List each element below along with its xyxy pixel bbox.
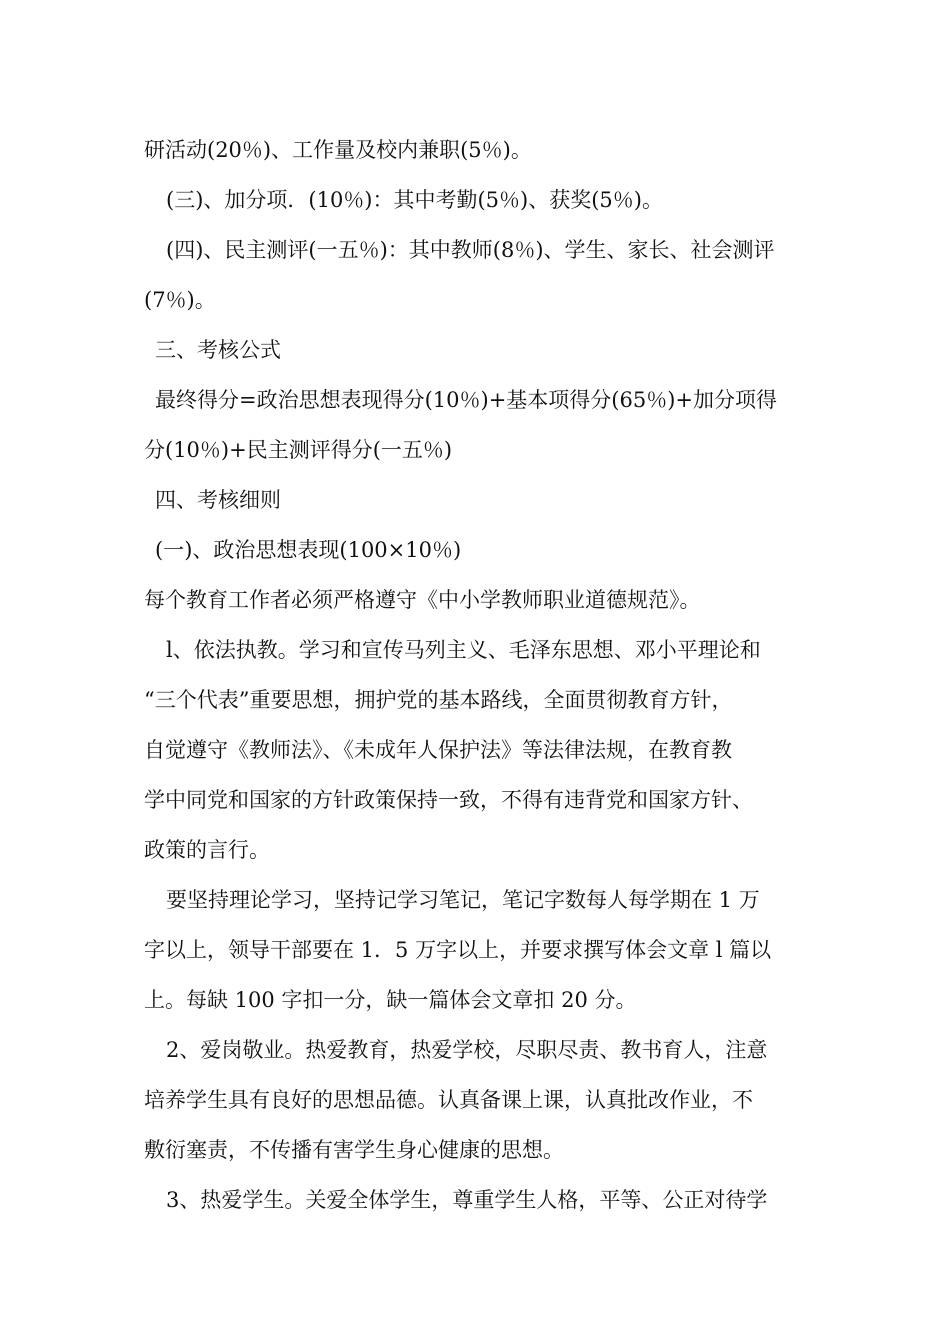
text-line: 最终得分=政治思想表现得分(10％)+基本项得分(65％)+加分项得 <box>155 388 777 412</box>
text-line: 字以上，领导干部要在 1．5 万字以上，并要求撰写体会文章 l 篇以 <box>144 938 772 962</box>
text-line: 培养学生具有良好的思想品德。认真备课上课，认真批改作业，不 <box>144 1088 753 1112</box>
text-line: (四)、民主测评(一五％)：其中教师(8％)、学生、家长、社会测评 <box>166 238 775 262</box>
text-line: 3、热爱学生。关爱全体学生，尊重学生人格，平等、公正对待学 <box>166 1188 768 1212</box>
text-line: 敷衍塞责，不传播有害学生身心健康的思想。 <box>144 1138 564 1162</box>
text-line: 政策的言行。 <box>144 838 270 862</box>
text-line: (7％)。 <box>144 288 216 312</box>
text-line: 2、爱岗敬业。热爱教育，热爱学校，尽职尽责、教书育人，注意 <box>166 1038 768 1062</box>
subsection-heading: (一)、政治思想表现(100×10％) <box>155 538 462 562</box>
text-line: (三)、加分项．(10％)：其中考勤(5％)、获奖(5％)。 <box>166 188 663 212</box>
text-line: 分(10％)+民主测评得分(一五％) <box>144 438 453 462</box>
text-line: 学中同党和国家的方针政策保持一致，不得有违背党和国家方针、 <box>144 788 753 812</box>
text-line: 要坚持理论学习，坚持记学习笔记，笔记字数每人每学期在 1 万 <box>166 888 760 912</box>
text-line: l、依法执教。学习和宣传马列主义、毛泽东思想、邓小平理论和 <box>166 638 761 662</box>
text-line: 上。每缺 100 字扣一分，缺一篇体会文章扣 20 分。 <box>144 988 637 1012</box>
text-line: 研活动(20％)、工作量及校内兼职(5％)。 <box>144 138 532 162</box>
text-line: “三个代表”重要思想，拥护党的基本路线，全面贯彻教育方针， <box>144 688 733 712</box>
text-line: 自觉遵守《教师法》、《未成年人保护法》等法律法规，在教育教 <box>144 738 732 762</box>
section-heading: 三、考核公式 <box>155 338 281 362</box>
section-heading: 四、考核细则 <box>155 488 281 512</box>
text-line: 每个教育工作者必须严格遵守《中小学教师职业道德规范》。 <box>144 588 701 612</box>
